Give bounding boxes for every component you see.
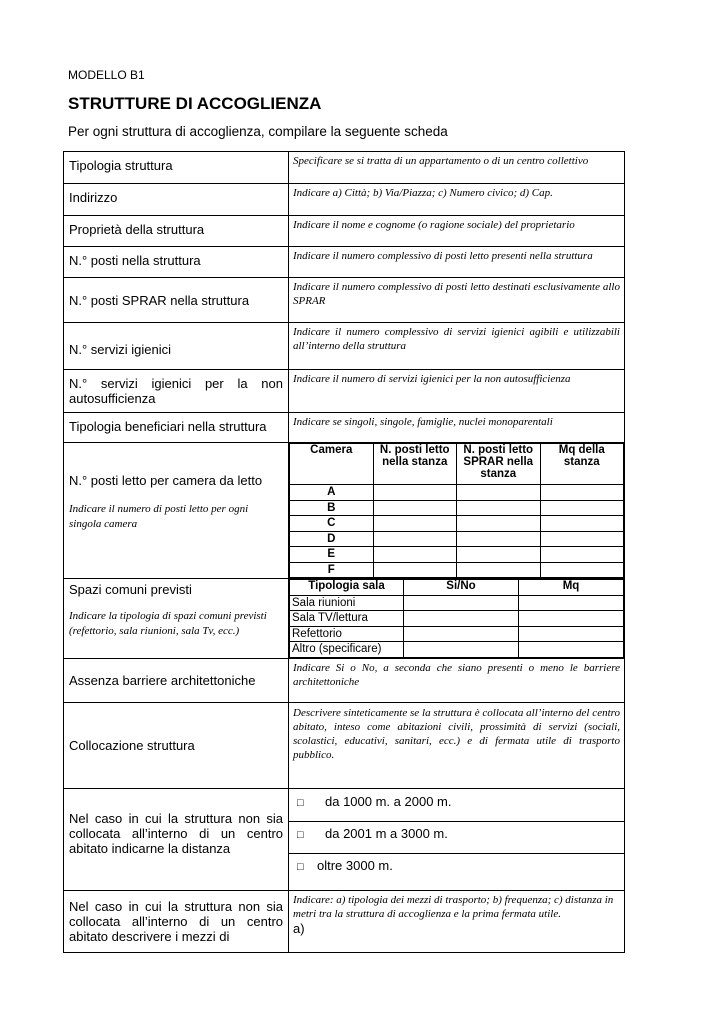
label-camere [64, 443, 289, 579]
spazi-input[interactable] [519, 626, 624, 642]
row-mezzi [64, 890, 625, 952]
spazi-header: Si/No [404, 580, 519, 596]
page-title: STRUTTURE DI ACCOGLIENZA [68, 94, 322, 113]
field-posti[interactable] [289, 247, 625, 278]
distanza-option-label: da 1000 m. a 2000 m. [325, 793, 452, 809]
field-servizi-non-auto[interactable] [289, 370, 625, 413]
camere-header: N. posti letto nella stanza [373, 444, 457, 485]
table-row [290, 485, 624, 501]
distanza-option[interactable] [289, 794, 624, 822]
camera-input[interactable] [457, 531, 541, 547]
camera-input[interactable] [540, 562, 624, 578]
label-servizi: N.° servizi igienici [64, 323, 289, 370]
camera-letter: A [290, 485, 374, 501]
checkbox-icon[interactable]: □ [297, 860, 304, 873]
label-spazi [64, 579, 289, 659]
checkbox-icon[interactable]: □ [297, 828, 304, 841]
hint-sprar: Indicare il numero complessivo di posti letto destinati esclusivamente allo SPRAR [293, 281, 620, 308]
spazi-item: Altro (specificare) [290, 642, 404, 658]
camera-input[interactable] [373, 485, 457, 501]
spazi-title: Spazi comuni previsti [69, 582, 192, 597]
camere-subhint: Indicare il numero di posti letto per ogni singola camera [69, 503, 249, 531]
row-posti [64, 247, 625, 278]
spazi-header: Mq [519, 580, 624, 596]
row-tipologia [64, 152, 625, 184]
label-servizi-non-auto: N.° servizi igienici per la non autosufficienza [64, 370, 289, 413]
row-spazi [64, 579, 625, 659]
field-proprieta[interactable] [289, 216, 625, 247]
field-beneficiari[interactable] [289, 413, 625, 443]
field-sprar[interactable] [289, 278, 625, 323]
field-collocazione[interactable] [289, 702, 625, 788]
spazi-item: Sala TV/lettura [290, 611, 404, 627]
hint-tipologia: Specificare se si tratta di un appartamento o di un centro collettivo [293, 155, 589, 167]
table-row [290, 516, 624, 532]
hint-proprieta: Indicare il nome e cognome (o ragione sociale) del proprietario [293, 219, 575, 231]
camera-input[interactable] [373, 547, 457, 563]
table-row [290, 531, 624, 547]
camera-input[interactable] [540, 485, 624, 501]
page-subtitle: Per ogni struttura di accoglienza, compilare la seguente scheda [68, 124, 448, 139]
spazi-input[interactable] [404, 642, 519, 658]
hint-beneficiari: Indicare se singoli, singole, famiglie, nuclei monoparentali [293, 416, 553, 428]
camere-header: N. posti letto SPRAR nella stanza [457, 444, 541, 485]
model-code: MODELLO B1 [68, 68, 145, 82]
distanza-option[interactable] [289, 822, 624, 854]
camera-input[interactable] [540, 531, 624, 547]
spazi-header: Tipologia sala [290, 580, 404, 596]
row-indirizzo [64, 184, 625, 216]
spazi-table-cell [289, 579, 625, 659]
table-row [290, 626, 624, 642]
camera-input[interactable] [457, 485, 541, 501]
form-table [63, 151, 625, 953]
camera-letter: E [290, 547, 374, 563]
label-mezzi: Nel caso in cui la struttura non sia collocata all’interno di un centro abitato descrivere i mezzi di [64, 890, 289, 952]
camera-letter: B [290, 500, 374, 516]
hint-servizi: Indicare il numero complessivo di servizi igienici agibili e utilizzabili all’interno della struttura [293, 326, 620, 353]
camera-letter: F [290, 562, 374, 578]
camera-input[interactable] [373, 531, 457, 547]
label-sprar: N.° posti SPRAR nella struttura [64, 278, 289, 323]
camera-input[interactable] [540, 516, 624, 532]
hint-collocazione: Descrivere sinteticamente se la struttura è collocata all’interno del centro abitato, inteso come abitazioni civili, prossimità di servizi (sociali, scolastici, educativi, sanitari, ecc.) e di fermata utile di trasporto pubblico. [293, 706, 620, 762]
table-row [290, 642, 624, 658]
spazi-input[interactable] [519, 611, 624, 627]
camera-input[interactable] [457, 547, 541, 563]
table-row [290, 500, 624, 516]
camere-title: N.° posti letto per camera da letto [69, 473, 263, 488]
label-distanza: Nel caso in cui la struttura non sia collocata all’interno di un centro abitato indicarne la distanza [64, 788, 289, 890]
row-distanza [64, 788, 625, 890]
spazi-input[interactable] [404, 595, 519, 611]
hint-servizi-non-auto: Indicare il numero di servizi igienici per la non autosufficienza [293, 373, 571, 385]
mezzi-answer: a) [293, 921, 305, 937]
spazi-item: Refettorio [290, 626, 404, 642]
row-barriere [64, 658, 625, 702]
camera-input[interactable] [373, 500, 457, 516]
camera-letter: C [290, 516, 374, 532]
field-indirizzo[interactable] [289, 184, 625, 216]
row-proprieta [64, 216, 625, 247]
label-proprieta: Proprietà della struttura [64, 216, 289, 247]
row-servizi [64, 323, 625, 370]
distanza-option-label: oltre 3000 m. [317, 857, 393, 873]
camera-input[interactable] [540, 500, 624, 516]
camere-header: Mq della stanza [540, 444, 624, 485]
table-row [290, 547, 624, 563]
label-barriere: Assenza barriere architettoniche [64, 658, 289, 702]
camera-input[interactable] [540, 547, 624, 563]
camera-input[interactable] [457, 516, 541, 532]
row-beneficiari [64, 413, 625, 443]
field-mezzi[interactable] [289, 890, 625, 952]
label-beneficiari: Tipologia beneficiari nella struttura [64, 413, 289, 443]
spazi-subhint: Indicare la tipologia di spazi comuni previsti (refettorio, sala riunioni, sala Tv, ecc.) [69, 610, 267, 638]
field-barriere[interactable] [289, 658, 625, 702]
row-collocazione [64, 702, 625, 788]
field-tipologia[interactable] [289, 152, 625, 184]
spazi-input[interactable] [519, 642, 624, 658]
hint-barriere: Indicare Si o No, a seconda che siano presenti o meno le barriere architettoniche [293, 661, 620, 688]
table-row [290, 595, 624, 611]
table-row [290, 611, 624, 627]
row-sprar [64, 278, 625, 323]
camera-input[interactable] [457, 562, 541, 578]
camere-table [289, 443, 624, 578]
hint-posti: Indicare il numero complessivo di posti letto presenti nella struttura [293, 250, 593, 262]
camere-table-cell [289, 443, 625, 579]
spazi-item: Sala riunioni [290, 595, 404, 611]
distanza-options [289, 788, 625, 890]
checkbox-icon[interactable]: □ [297, 796, 304, 809]
field-servizi[interactable] [289, 323, 625, 370]
spazi-table [289, 579, 624, 658]
hint-mezzi: Indicare: a) tipologia dei mezzi di trasporto; b) frequenza; c) distanza in metri tra la struttura di accoglienza e la prima fermata utile. [293, 893, 614, 920]
camera-letter: D [290, 531, 374, 547]
spazi-input[interactable] [519, 595, 624, 611]
camera-input[interactable] [373, 516, 457, 532]
table-row [290, 562, 624, 578]
label-tipologia: Tipologia struttura [64, 152, 289, 184]
camera-input[interactable] [373, 562, 457, 578]
camere-header: Camera [290, 444, 374, 485]
label-indirizzo: Indirizzo [64, 184, 289, 216]
spazi-input[interactable] [404, 626, 519, 642]
camera-input[interactable] [457, 500, 541, 516]
row-camere [64, 443, 625, 579]
row-servizi-non-auto [64, 370, 625, 413]
label-posti: N.° posti nella struttura [64, 247, 289, 278]
hint-indirizzo: Indicare a) Città; b) Via/Piazza; c) Numero civico; d) Cap. [293, 187, 553, 199]
spazi-input[interactable] [404, 611, 519, 627]
distanza-option[interactable] [289, 854, 624, 890]
label-collocazione: Collocazione struttura [64, 702, 289, 788]
distanza-option-label: da 2001 m a 3000 m. [325, 825, 448, 841]
